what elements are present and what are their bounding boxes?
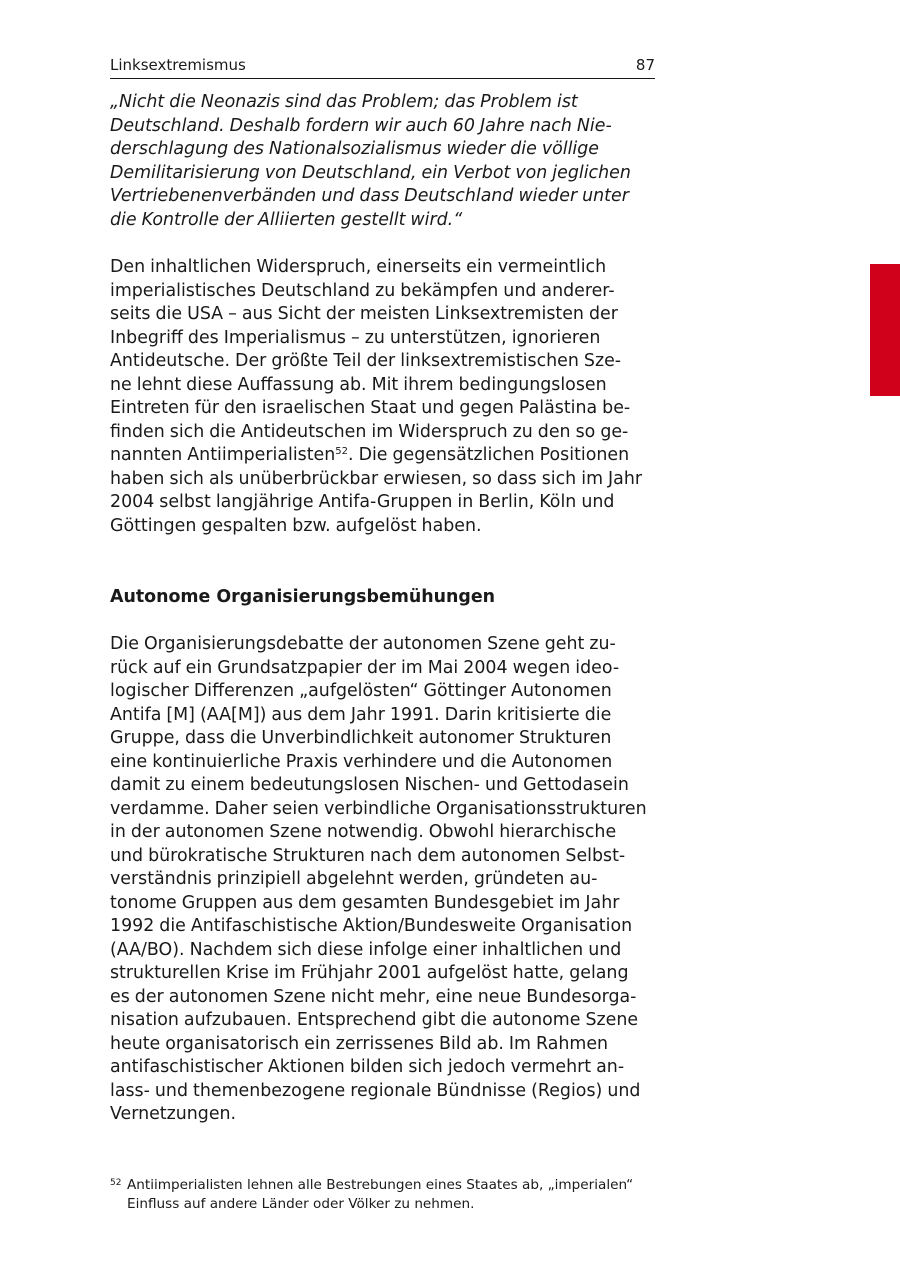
- paragraph-line: Gruppe, dass die Unverbindlichkeit autonomer Strukturen: [110, 728, 612, 748]
- block-quote: [110, 91, 660, 232]
- paragraph-line: verständnis prinzipiell abgelehnt werden, gründeten au-: [110, 869, 598, 889]
- paragraph-line: lass- und themenbezogene regionale Bündnisse (Regios) und: [110, 1080, 641, 1101]
- footnote-line: Einfluss auf andere Länder oder Völker zu nehmen.: [127, 1196, 475, 1212]
- section-heading: Autonome Organisierungsbemühungen: [110, 587, 496, 607]
- paragraph-line: Den inhaltlichen Widerspruch, einerseits ein vermeintlich: [110, 257, 607, 277]
- footnote-reference[interactable]: 52: [335, 446, 349, 457]
- paragraph-line: Eintreten für den israelischen Staat und gegen Palästina be-: [110, 398, 631, 418]
- page-number: 87: [635, 56, 655, 74]
- paragraph-line: eine kontinuierliche Praxis verhindere und die Autonomen: [110, 751, 613, 772]
- paragraph-line: und bürokratische Strukturen nach dem autonomen Selbst-: [110, 845, 626, 866]
- quote-line: Demilitarisierung von Deutschland, ein Verbot von jeglichen: [110, 162, 631, 183]
- paragraph-line: imperialistisches Deutschland zu bekämpfen und anderer-: [110, 280, 615, 301]
- paragraph-organisierung: [110, 633, 660, 1127]
- paragraph-line: logischer Differenzen „aufgelösten“ Göttinger Autonomen: [110, 681, 612, 701]
- quote-line: „Nicht die Neonazis sind das Problem; das Problem ist: [110, 92, 578, 112]
- running-header-title: Linksextremismus: [110, 56, 246, 74]
- quote-line: derschlagung des Nationalsozialismus wieder die völlige: [110, 139, 599, 159]
- paragraph-line: in der autonomen Szene notwendig. Obwohl hierarchische: [110, 822, 617, 842]
- paragraph-line: Antideutsche. Der größte Teil der linksextremistischen Sze-: [110, 351, 622, 371]
- paragraph-line: haben sich als unüberbrückbar erwiesen, so dass sich im Jahr: [110, 468, 642, 489]
- paragraph-line: Antifa [M] (AA[M]) aus dem Jahr 1991. Darin kritisierte die: [110, 704, 612, 725]
- footnote-line: Antiimperialisten lehnen alle Bestrebungen eines Staates ab, „imperialen“: [127, 1177, 634, 1193]
- paragraph-line: damit zu einem bedeutungslosen Nischen- und Gettodasein: [110, 775, 629, 795]
- paragraph-line: (AA/BO). Nachdem sich diese infolge einer inhaltlichen und: [110, 939, 622, 960]
- paragraph-line: tonome Gruppen aus dem gesamten Bundesgebiet im Jahr: [110, 892, 620, 913]
- paragraph-line: Vernetzungen.: [110, 1104, 237, 1124]
- paragraph-text: nannten Antiimperialisten: [110, 445, 336, 465]
- paragraph-line: heute organisatorisch ein zerrissenes Bild ab. Im Rahmen: [110, 1033, 609, 1054]
- quote-line: die Kontrolle der Alliierten gestellt wird.“: [110, 209, 463, 230]
- quote-line: Vertriebenenverbänden und dass Deutschland wieder unter: [110, 186, 629, 206]
- chapter-thumb-tab: [870, 264, 900, 396]
- paragraph-antideutsche: [110, 256, 660, 538]
- quote-line: Deutschland. Deshalb fordern wir auch 60 Jahre nach Nie-: [110, 115, 612, 136]
- paragraph-line: nisation aufzubauen. Entsprechend gibt die autonome Szene: [110, 1010, 639, 1030]
- paragraph-line: antifaschistischer Aktionen bilden sich jedoch vermehrt an-: [110, 1057, 625, 1077]
- running-header: [110, 54, 655, 79]
- footnote: [110, 1176, 670, 1214]
- paragraph-line: Die Organisierungsdebatte der autonomen Szene geht zu-: [110, 634, 616, 654]
- paragraph-line: ne lehnt diese Auffassung ab. Mit ihrem bedingungslosen: [110, 374, 607, 395]
- paragraph-line: seits die USA – aus Sicht der meisten Linksextremisten der: [110, 304, 618, 324]
- paragraph-line: rück auf ein Grundsatzpapier der im Mai 2004 wegen ideo-: [110, 657, 620, 678]
- paragraph-line: 2004 selbst langjährige Antifa-Gruppen in Berlin, Köln und: [110, 492, 615, 512]
- paragraph-line: Göttingen gespalten bzw. aufgelöst haben.: [110, 515, 482, 536]
- footnote-text: [127, 1176, 670, 1214]
- paragraph-line: strukturellen Krise im Frühjahr 2001 aufgelöst hatte, gelang: [110, 963, 629, 983]
- paragraph-line: es der autonomen Szene nicht mehr, eine neue Bundesorga-: [110, 986, 637, 1007]
- paragraph-line: finden sich die Antideutschen im Widerspruch zu den so ge-: [110, 421, 629, 442]
- paragraph-line: 1992 die Antifaschistische Aktion/Bundesweite Organisation: [110, 916, 633, 936]
- paragraph-line-with-footnote: [110, 444, 660, 468]
- paragraph-text: . Die gegensätzlichen Positionen: [348, 445, 630, 465]
- footnote-mark: 52: [110, 1178, 122, 1188]
- paragraph-line: Inbegriff des Imperialismus – zu unterstützen, ignorieren: [110, 327, 601, 348]
- paragraph-line: verdamme. Daher seien verbindliche Organisationsstrukturen: [110, 798, 647, 819]
